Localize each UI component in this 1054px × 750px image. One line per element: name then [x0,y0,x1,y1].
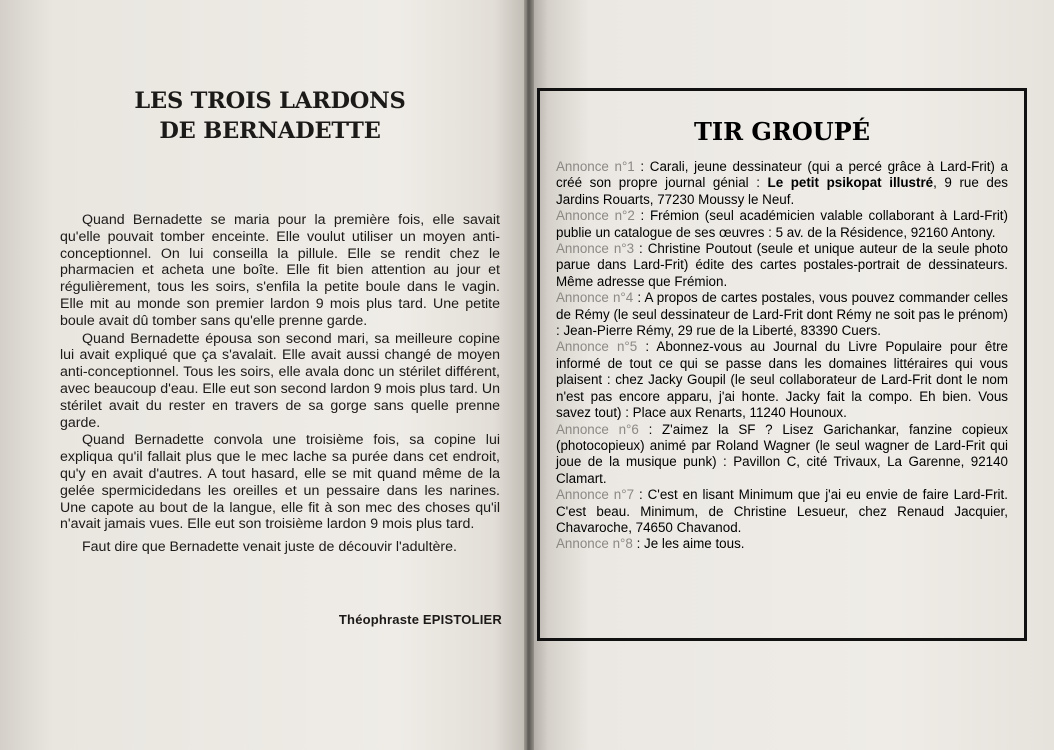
announcement-highlight: Le petit psikopat illustré [767,175,934,191]
story-paragraph: Quand Bernadette se maria pour la première fois, elle savait qu'elle pouvait tomber enceinte. Elle voulut utiliser un moyen anti-conceptionnel. On lui conseilla la pillule. Elle se rendit chez le pharmacien et acheta une boîte. Elle fit bien attention au jour et régulièrement, tous les soirs, s'enfila la petite boule dans le vagin. Elle mit au monde son premier lardon 9 mois plus tard. Une petite boule avait dû tomber sans qu'elle prenne garde. [60,212,500,329]
announcement-text: : Christine Poutout (seule et unique auteur de la seule photo parue dans Lard-Frit) édite des cartes postales-portrait de dessinateurs. Même adresse que Frémion. [556,241,1008,289]
announcements-box [537,88,1027,641]
story-closing: Faut dire que Bernadette venait juste de découvir l'adultère. [82,539,457,556]
story-paragraph: Quand Bernadette convola une troisième fois, sa copine lui expliqua qu'il fallait plus que le mec lache sa purée dans cet endroit, qu'y en avait d'autres. A tout hasard, elle se mit quand même de la gelée spermicidedans les oreilles et un pessaire dans les narines. Une capote au bout de la langue, elle fit à son mec des choses qu'il n'avait jamais vues. Elle eut son troisième lardon 9 mois plus tard. [60,432,500,533]
announcements-list [556,159,1008,553]
story-title [70,86,470,146]
book-gutter [524,0,534,750]
announcement-label: Annonce n°1 [556,159,635,174]
announcement-item [556,339,1008,421]
announcement-label: Annonce n°8 [556,536,633,552]
announcement-item [556,487,1008,536]
announcement-item [556,241,1008,290]
announcement-label: Annonce n°4 [556,290,634,306]
announcement-item [556,290,1008,339]
announcement-label: Annonce n°3 [556,241,635,257]
story-paragraph: Quand Bernadette épousa son second mari, sa meilleure copine lui avait expliqué que ça s'avalait. Elle avait aussi changé de moyen anti-conceptionnel. Tous les soirs, elle avala donc un stérilet différent, avec beaucoup d'eau. Elle eut son second lardon 9 mois plus tard. Un stérilet avait du rester en travers de sa gorge sans quelle prenne garde. [60,330,500,431]
announcement-text-end: , 9 rue des Jardins Rouarts, 77230 Moussy le Neuf. [556,175,1008,207]
announcements-title: TIR GROUPÉ [693,117,870,146]
story-title-line-2: DE BERNADETTE [159,118,381,144]
announcement-item [556,422,1008,488]
announcement-item [556,536,1008,552]
announcement-item [556,208,1008,241]
announcement-item [556,159,1008,208]
announcement-text: : Frémion (seul académicien valable collaborant à Lard-Frit) publie un catalogue de ses œuvres : 5 av. de la Résidence, 92160 Antony. [556,208,1008,240]
announcement-label: Annonce n°7 [556,487,635,503]
announcement-label: Annonce n°6 [556,421,639,437]
announcement-label: Annonce n°2 [556,208,635,224]
announcement-text: : Abonnez-vous au Journal du Livre Populaire pour être informé de tout ce qui se passe dans les domaines littéraires qui vous plaisent : chez Jacky Goupil (le seul collaborateur de Lard-Frit dont le nom n'est pas encore apparu, j'ai honte. Jacky fait la compo. Eh bien. Vous savez tout) : Place aux Renarts, 11240 Hounoux. [556,339,1008,421]
announcement-text: : Z'aimez la SF ? Lisez Garichankar, fanzine copieux (photocopieux) animé par Roland Wagner (le seul wagner de Lard-Frit qui joue de la musique punk) : Pavillon C, cité Trivaux, La Garenne, 92140 Clamart. [556,421,1008,486]
story-body [60,212,500,557]
announcement-label: Annonce n°5 [556,339,638,355]
author-signature: Théophraste EPISTOLIER [338,612,502,627]
announcement-text: : Carali, jeune dessinateur (qui a percé grâce à Lard-Frit) a créé son propre journal génial : [556,159,1008,191]
announcement-text: : A propos de cartes postales, vous pouvez commander celles de Rémy (le seul dessinateur de Lard-Frit dont Rémy ne soit pas le prénom) : Jean-Pierre Rémy, 29 rue de la Liberté, 83390 Cuers. [556,290,1008,339]
announcement-text: : Je les aime tous. [632,536,745,552]
announcement-text: : C'est en lisant Minimum que j'ai eu envie de faire Lard-Frit. C'est beau. Minimum, de Christine Lesueur, chez Renaud Jacquier, Chavaroche, 74650 Chavanod. [556,487,1008,535]
story-title-line-1: LES TROIS LARDONS [134,88,406,114]
